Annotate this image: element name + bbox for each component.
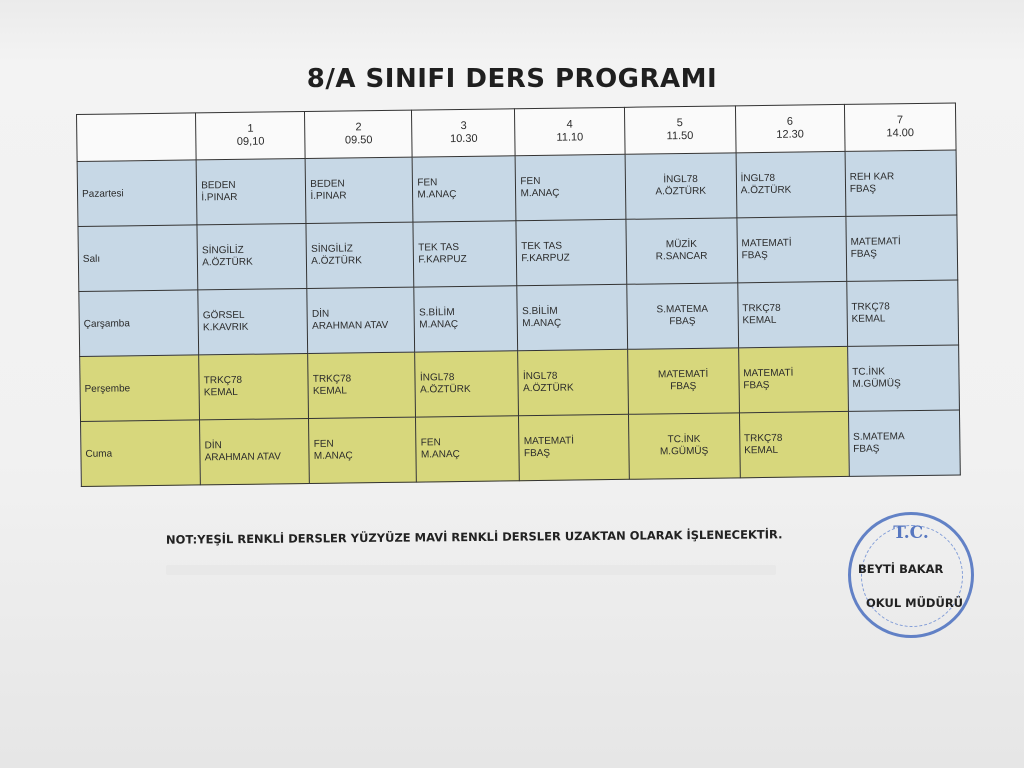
period-header: 5 11.50 <box>624 106 736 154</box>
lesson-cell <box>413 221 517 287</box>
day-row <box>79 280 959 357</box>
lesson-cell <box>627 348 739 414</box>
lesson-teacher: A.ÖZTÜRK <box>523 382 574 395</box>
lesson-subject: MATEMATİ <box>850 236 901 248</box>
bleed-through-line <box>166 565 776 575</box>
lesson-teacher: KEMAL <box>312 385 347 397</box>
lesson-teacher: FBAŞ <box>741 249 768 262</box>
lesson-teacher: KEMAL <box>744 444 779 457</box>
lesson-cell <box>196 159 306 225</box>
lesson-subject: TRKÇ78 <box>312 373 352 385</box>
lesson-teacher: M.ANAÇ <box>419 319 459 331</box>
lesson-cell <box>846 215 958 281</box>
lesson-subject: TRKÇ78 <box>851 301 890 313</box>
lesson-subject: SİNGİLİZ <box>201 244 244 257</box>
lesson-cell <box>309 417 417 483</box>
lesson-teacher: A.ÖZTÜRK <box>311 255 362 267</box>
lesson-teacher: FBAŞ <box>850 248 877 260</box>
lesson-cell <box>738 346 848 412</box>
lesson-subject: FEN <box>313 438 334 450</box>
lesson-teacher: M.ANAÇ <box>520 187 560 200</box>
lesson-subject: DİN <box>204 440 222 452</box>
lesson-cell <box>517 284 627 350</box>
lesson-subject: İNGL78 <box>419 372 455 384</box>
day-row <box>81 410 961 487</box>
lesson-teacher: M.GÜMÜŞ <box>852 378 901 390</box>
lesson-cell <box>737 216 847 282</box>
lesson-cell <box>416 416 520 482</box>
lesson-subject: MATEMATİ <box>741 237 792 250</box>
lesson-cell <box>739 411 849 477</box>
lesson-cell <box>413 156 517 222</box>
lesson-subject: TC.İNK <box>667 433 701 446</box>
lesson-teacher: K.KAVRIK <box>202 321 249 334</box>
page-title: 8/A SINIFI DERS PROGRAMI <box>306 64 718 94</box>
lesson-cell <box>737 281 847 347</box>
lesson-cell <box>847 280 959 346</box>
lesson-teacher: M.ANAÇ <box>313 450 353 462</box>
lesson-subject: S.MATEMA <box>656 303 709 316</box>
day-row <box>77 150 957 227</box>
lesson-cell <box>519 414 629 480</box>
lesson-teacher: M.ANAÇ <box>420 449 460 461</box>
lesson-teacher: İ.PINAR <box>310 190 347 202</box>
day-row <box>78 215 958 292</box>
lesson-cell <box>845 150 957 216</box>
lesson-subject: MATEMATİ <box>523 435 575 448</box>
lesson-subject: BEDEN <box>201 179 236 192</box>
lesson-teacher: M.ANAÇ <box>417 189 457 201</box>
period-header: 1 09,10 <box>196 112 306 160</box>
lesson-cell <box>518 349 628 415</box>
corner-cell <box>77 113 197 162</box>
note-text: NOT:YEŞİL RENKLİ DERSLER YÜZYÜZE MAVİ RENKLİ DERSLER UZAKTAN OLARAK İŞLENECEKTİR. <box>165 527 783 547</box>
day-label: Çarşamba <box>79 290 199 357</box>
lesson-subject: MATEMATİ <box>657 368 709 381</box>
lesson-teacher: R.SANCAR <box>655 250 708 263</box>
lesson-subject: FEN <box>520 175 541 188</box>
lesson-teacher: A.ÖZTÜRK <box>655 185 707 198</box>
period-header: 6 12.30 <box>735 104 845 152</box>
lesson-cell <box>308 352 416 418</box>
lesson-teacher: A.ÖZTÜRK <box>740 184 792 197</box>
period-header: 4 11.10 <box>515 107 625 155</box>
day-label: Cuma <box>81 420 201 487</box>
lesson-teacher: F.KARPUZ <box>418 253 467 266</box>
lesson-teacher: ARAHMAN ATAV <box>204 451 281 464</box>
lesson-subject: S.MATEMA <box>853 431 905 443</box>
day-label: Pazartesi <box>77 160 197 227</box>
lesson-subject: S.BİLİM <box>522 305 558 318</box>
lesson-cell <box>305 157 413 223</box>
lesson-teacher: KEMAL <box>851 313 886 325</box>
signature-role: OKUL MÜDÜRÜ <box>866 596 964 610</box>
lesson-subject: TEK TAS <box>418 241 460 254</box>
lesson-subject: SİNGİLİZ <box>311 243 353 255</box>
lesson-cell <box>626 283 738 349</box>
lesson-subject: TRKÇ78 <box>742 302 781 315</box>
lesson-subject: REH KAR <box>849 171 895 183</box>
period-header: 3 10.30 <box>412 109 516 157</box>
lesson-subject: İNGL78 <box>740 172 776 185</box>
lesson-subject: S.BİLİM <box>418 307 455 319</box>
lesson-teacher: İ.PINAR <box>201 191 238 204</box>
lesson-teacher: ARAHMAN ATAV <box>312 319 389 332</box>
lesson-cell <box>516 154 626 220</box>
lesson-teacher: M.ANAÇ <box>522 317 562 330</box>
lesson-cell <box>199 353 309 419</box>
lesson-teacher: A.ÖZTÜRK <box>202 256 253 269</box>
lesson-subject: MÜZİK <box>665 238 698 251</box>
lesson-cell <box>847 345 959 411</box>
lesson-subject: İNGL78 <box>522 370 558 383</box>
lesson-cell <box>198 288 308 354</box>
lesson-subject: GÖRSEL <box>202 309 245 322</box>
lesson-subject: TC.İNK <box>852 366 886 378</box>
lesson-cell <box>848 410 960 476</box>
lesson-cell <box>414 286 518 352</box>
lesson-teacher: KEMAL <box>203 386 238 399</box>
lesson-teacher: FBAŞ <box>669 315 696 328</box>
lesson-subject: FEN <box>417 177 438 189</box>
lesson-cell <box>306 222 414 288</box>
day-label: Perşembe <box>80 355 200 422</box>
lesson-cell <box>736 151 846 217</box>
lesson-cell <box>415 351 519 417</box>
period-header: 7 14.00 <box>844 103 956 151</box>
lesson-teacher: FBAŞ <box>853 443 880 455</box>
period-header: 2 09.50 <box>305 110 413 158</box>
lesson-cell <box>307 287 415 353</box>
lesson-subject: DİN <box>311 308 330 320</box>
signature-name: BEYTİ BAKAR <box>858 562 944 576</box>
lesson-subject: MATEMATİ <box>743 367 794 380</box>
lesson-teacher: M.GÜMÜŞ <box>659 445 709 458</box>
lesson-subject: TEK TAS <box>521 240 563 253</box>
lesson-teacher: F.KARPUZ <box>521 252 570 265</box>
lesson-subject: TRKÇ78 <box>743 432 783 445</box>
lesson-cell <box>516 219 626 285</box>
day-row <box>80 345 960 422</box>
lesson-cell <box>628 413 740 479</box>
lesson-teacher: FBAŞ <box>849 183 877 195</box>
lesson-cell <box>625 153 737 219</box>
lesson-teacher: FBAŞ <box>743 379 770 392</box>
lesson-subject: FEN <box>420 437 441 449</box>
lesson-teacher: FBAŞ <box>523 447 551 460</box>
schedule-table <box>76 102 961 486</box>
day-label: Salı <box>78 225 198 292</box>
lesson-subject: İNGL78 <box>663 173 698 186</box>
lesson-subject: TRKÇ78 <box>203 374 243 387</box>
stamp-emblem: T.C. <box>893 523 929 543</box>
schedule-sheet <box>76 102 961 486</box>
lesson-cell <box>200 418 310 484</box>
lesson-teacher: FBAŞ <box>670 380 697 393</box>
lesson-cell <box>626 218 738 284</box>
lesson-cell <box>197 223 307 289</box>
lesson-teacher: KEMAL <box>742 314 777 327</box>
lesson-teacher: A.ÖZTÜRK <box>419 383 471 396</box>
lesson-subject: BEDEN <box>310 178 345 190</box>
